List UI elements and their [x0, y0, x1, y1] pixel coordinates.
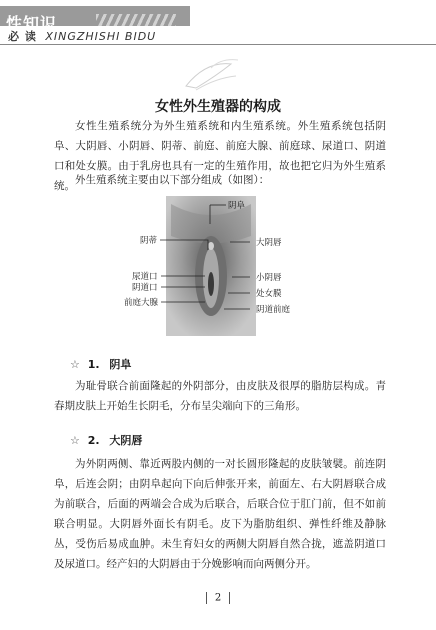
section-body: 为外阴两侧、靠近两股内侧的一对长圆形隆起的皮肤皱襞。前连阴阜，后连会阴；由阴阜起向下向后伸张开来，前面左、右大阴唇联合成为前联合，后面的两端会合成为后联合，后联合位于肛门前，但不如前联合明显。大阴唇外面长有阴毛。皮下为脂肪组织、弹性纤维及静脉丛，受伤后易成血肿。未生育妇女的两侧大阴唇自然合拢，遮盖阴道口及尿道口。经产妇的大阴唇由于分娩影响而向两侧分开。 — [54, 458, 386, 570]
star-icon: ☆ — [70, 434, 80, 447]
header-subtitle — [8, 28, 156, 44]
intro-paragraph: 女性生殖系统分为外生殖系统和内生殖系统。外生殖系统包括阴阜、大阴唇、小阴唇、阴蒂、前庭、前庭大腺、前庭球、尿道口、阴道口和处女膜。由于乳房也具有一定的生殖作用，故也把它归为外生殖系统。 — [54, 120, 386, 192]
section-number: 1. — [87, 358, 100, 371]
star-icon: ☆ — [70, 358, 80, 371]
section-heading — [70, 356, 131, 372]
figure-label-right: 阴阜 — [228, 201, 246, 211]
section-title: 大阴唇 — [109, 434, 143, 447]
figure-label-left: 阴道口 — [132, 283, 158, 293]
leaf-decoration-icon — [176, 56, 246, 96]
page-number: 2 — [214, 592, 222, 604]
header-rule — [0, 44, 436, 45]
figure-label-right: 阴道前庭 — [256, 305, 291, 315]
figure-intro-paragraph: 外生殖系统主要由以下部分组成（如图）： — [75, 174, 270, 186]
header-subtitle-en: XINGZHISHI BIDU — [45, 30, 157, 43]
section-body: 为耻骨联合前面隆起的外阴部分，由皮肤及很厚的脂肪层构成。青春期皮肤上开始生长阴毛，分布呈尖端向下的三角形。 — [54, 380, 386, 412]
section-heading — [70, 432, 142, 448]
figure-label-left: 尿道口 — [132, 272, 158, 282]
figure-label-right: 大阴唇 — [256, 238, 282, 248]
figure-label-right: 处女膜 — [256, 289, 282, 299]
page-number-divider — [206, 592, 207, 604]
page-number-divider — [229, 592, 230, 604]
page-footer — [0, 592, 436, 604]
figure-label-right: 小阴唇 — [256, 273, 282, 283]
header-banner — [0, 6, 190, 33]
section-number: 2. — [87, 434, 100, 447]
header-title: 性知识 — [6, 14, 58, 33]
section-title: 阴阜 — [109, 358, 132, 371]
header-subtitle-cn: 必 读 — [8, 30, 37, 43]
figure-label-left: 前庭大腺 — [124, 298, 159, 308]
article-title: 女性外生殖器的构成 — [155, 99, 281, 115]
figure-label-left: 阴蒂 — [140, 236, 158, 246]
anatomy-figure — [166, 196, 256, 336]
